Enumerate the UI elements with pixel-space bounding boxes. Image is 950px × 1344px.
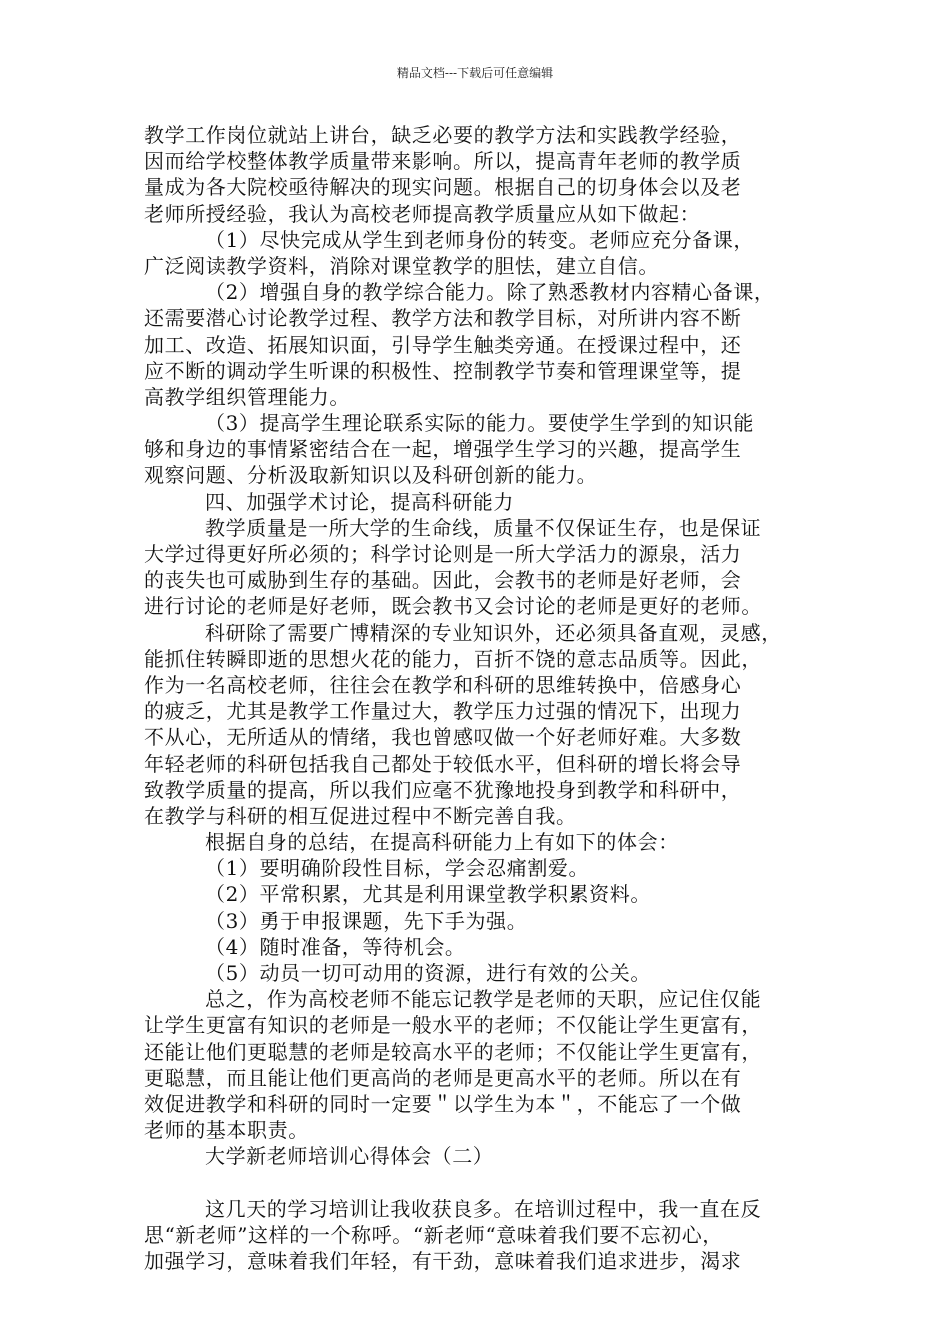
- text-line: 量成为各大院校亟待解决的现实问题。根据自己的切身体会以及老: [144, 175, 742, 200]
- text-line: 这几天的学习培训让我收获良多。在培训过程中，我一直在反: [205, 1196, 762, 1221]
- text-line: 总之，作为高校老师不能忘记教学是老师的天职，应记住仅能: [205, 987, 762, 1012]
- document-body: [144, 122, 814, 1274]
- text-line: 更聪慧，而且能让他们更高尚的老师是更高水平的老师。所以在有: [144, 1065, 742, 1090]
- blank-line: [144, 1170, 814, 1196]
- text-line: 的丧失也可威胁到生存的基础。因此，会教书的老师是好老师，会: [144, 568, 742, 593]
- text-line: 广泛阅读教学资料，消除对课堂教学的胆怯，建立自信。: [144, 253, 659, 278]
- list-item: （1）要明确阶段性目标，学会忍痛割爱。: [205, 856, 590, 881]
- list-item: （3）勇于申报课题，先下手为强。: [205, 908, 528, 933]
- text-line: 大学过得更好所必须的；科学讨论则是一所大学活力的源泉，活力: [144, 542, 742, 566]
- text-line: 还需要潜心讨论教学过程、教学方法和教学目标，对所讲内容不断: [144, 306, 742, 331]
- text-line: 进行讨论的老师是好老师，既会教书又会讨论的老师是更好的老师。: [144, 594, 762, 619]
- text-line: 加工、改造、拓展知识面，引导学生触类旁通。在授课过程中，还: [144, 332, 742, 357]
- text-line: （2）增强自身的教学综合能力。除了熟悉教材内容精心备课，: [205, 280, 775, 305]
- text-line: 在教学与科研的相互促进过程中不断完善自我。: [144, 803, 577, 828]
- text-line: （1）尽快完成从学生到老师身份的转变。老师应充分备课，: [205, 227, 754, 252]
- text-line: 教学工作岗位就站上讲台，缺乏必要的教学方法和实践教学经验，: [144, 123, 742, 147]
- section-title: 大学新老师培训心得体会（二）: [205, 1144, 494, 1169]
- text-line: 因而给学校整体教学质量带来影响。所以，提高青年老师的教学质: [144, 149, 742, 174]
- section-heading: 四、加强学术讨论，提高科研能力: [205, 489, 514, 514]
- list-item: （4）随时准备，等待机会。: [205, 934, 466, 959]
- text-line: 致教学质量的提高，所以我们应毫不犹豫地投身到教学和科研中，: [144, 777, 742, 802]
- text-line: 的疲乏，尤其是教学工作量过大，教学压力过强的情况下，出现力: [144, 699, 742, 724]
- text-line: 观察问题、分析汲取新知识以及科研创新的能力。: [144, 463, 598, 488]
- text-line: 作为一名高校老师，往往会在教学和科研的思维转换中，倍感身心: [144, 672, 742, 697]
- list-item: （5）动员一切可动用的资源，进行有效的公关。: [205, 961, 651, 985]
- text-line: 年轻老师的科研包括我自己都处于较低水平，但科研的增长将会导: [144, 751, 742, 776]
- text-line: 能抓住转瞬即逝的思想火花的能力，百折不饶的意志品质等。因此，: [144, 646, 762, 671]
- text-line: 思“新老师”这样的一个称呼。“新老师“意味着我们要不忘初心，: [144, 1222, 723, 1247]
- text-line: 科研除了需要广博精深的专业知识外，还必须具备直观，灵感，: [205, 620, 782, 645]
- text-line: 效促进教学和科研的同时一定要＂以学生为本＂，不能忘了一个做: [144, 1091, 742, 1116]
- text-line: （3）提高学生理论联系实际的能力。要使学生学到的知识能: [205, 411, 754, 436]
- text-line: 老师所授经验，我认为高校老师提高教学质量应从如下做起：: [144, 201, 701, 226]
- text-line: 够和身边的事情紧密结合在一起，增强学生学习的兴趣，提高学生: [144, 437, 742, 462]
- text-line: 还能让他们更聪慧的老师是较高水平的老师；不仅能让学生更富有，: [144, 1039, 762, 1064]
- text-line: 加强学习，意味着我们年轻，有干劲，意味着我们追求进步，渴求: [144, 1249, 742, 1274]
- text-line: 高教学组织管理能力。: [144, 384, 350, 409]
- text-line: 让学生更富有知识的老师是一般水平的老师；不仅能让学生更富有，: [144, 1013, 762, 1038]
- text-line: 教学质量是一所大学的生命线，质量不仅保证生存，也是保证: [205, 515, 762, 540]
- page-header: 精品文档---下载后可任意编辑: [396, 66, 554, 80]
- text-line: 老师的基本职责。: [144, 1118, 309, 1143]
- text-line: 根据自身的总结，在提高科研能力上有如下的体会：: [205, 830, 679, 855]
- text-line: 不从心，无所适从的情绪，我也曾感叹做一个好老师好难。大多数: [144, 725, 742, 750]
- list-item: （2）平常积累，尤其是利用课堂教学积累资料。: [205, 882, 651, 907]
- text-line: 应不断的调动学生听课的积极性、控制教学节奏和管理课堂等，提: [144, 358, 742, 383]
